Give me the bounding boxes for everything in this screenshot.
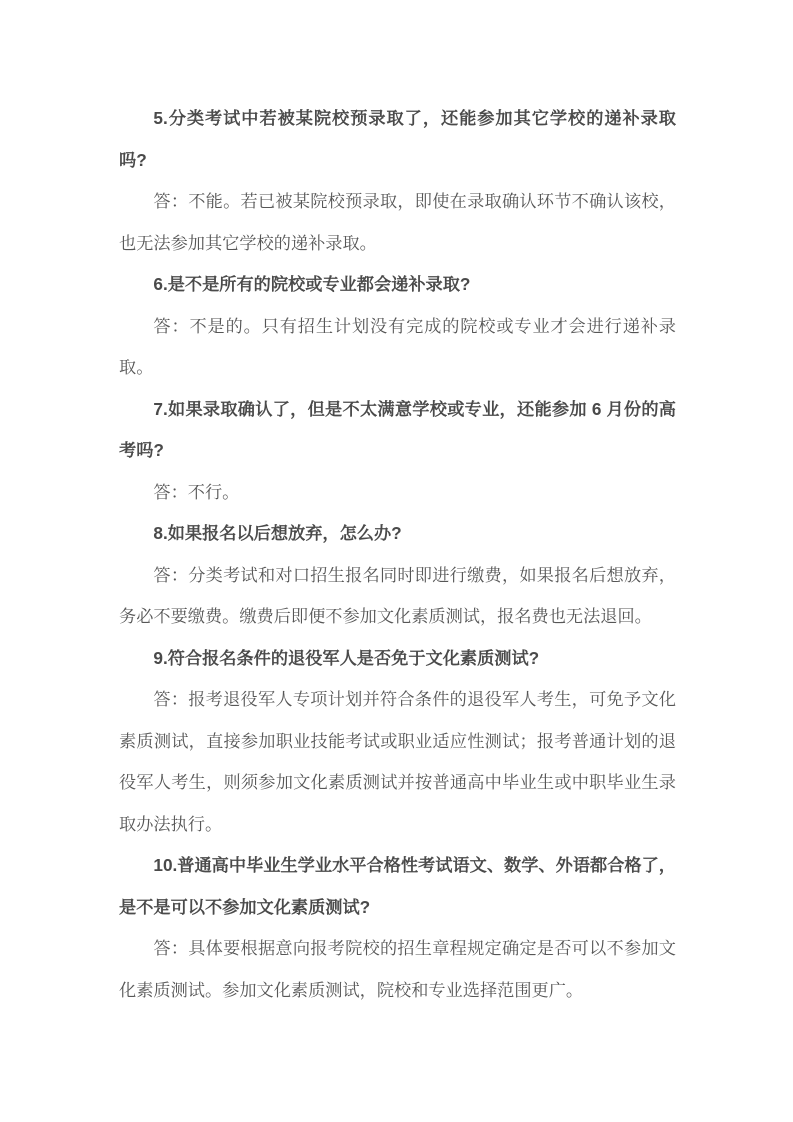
faq-text-block <box>119 98 676 1011</box>
faq-answer: 答：具体要根据意向报考院校的招生章程规定确定是否可以不参加文化素质测试。参加文化素质测试，院校和专业选择范围更广。 <box>119 938 676 1000</box>
faq-answer: 答：不行。 <box>153 481 240 502</box>
faq-item <box>119 389 676 514</box>
faq-answer: 答：不能。若已被某院校预录取，即使在录取确认环节不确认该校，也无法参加其它学校的递补录取。 <box>119 191 676 253</box>
faq-question: 10.普通高中毕业生学业水平合格性考试语文、数学、外语都合格了，是不是可以不参加文化素质测试? <box>119 855 676 917</box>
faq-answer: 答：报考退役军人专项计划并符合条件的退役军人考生，可免予文化素质测试，直接参加职业技能考试或职业适应性测试；报考普通计划的退役军人考生，则须参加文化素质测试并按普通高中毕业生或中职毕业生录取办法执行。 <box>119 689 676 834</box>
faq-answer: 答：不是的。只有招生计划没有完成的院校或专业才会进行递补录取。 <box>119 315 676 377</box>
faq-item <box>119 98 676 264</box>
faq-question: 5.分类考试中若被某院校预录取了，还能参加其它学校的递补录取吗? <box>119 108 676 170</box>
faq-item <box>119 264 676 389</box>
faq-item <box>119 513 676 638</box>
faq-question: 7.如果录取确认了，但是不太满意学校或专业，还能参加 6 月份的高考吗? <box>119 398 676 460</box>
faq-question: 8.如果报名以后想放弃，怎么办? <box>153 523 402 543</box>
faq-question: 6.是不是所有的院校或专业都会递补录取? <box>153 274 471 294</box>
faq-item <box>119 638 676 846</box>
faq-answer: 答：分类考试和对口招生报名同时即进行缴费，如果报名后想放弃，务必不要缴费。缴费后即便不参加文化素质测试，报名费也无法退回。 <box>119 564 676 626</box>
faq-question: 9.符合报名条件的退役军人是否免于文化素质测试? <box>153 647 540 668</box>
faq-item <box>119 845 676 1011</box>
